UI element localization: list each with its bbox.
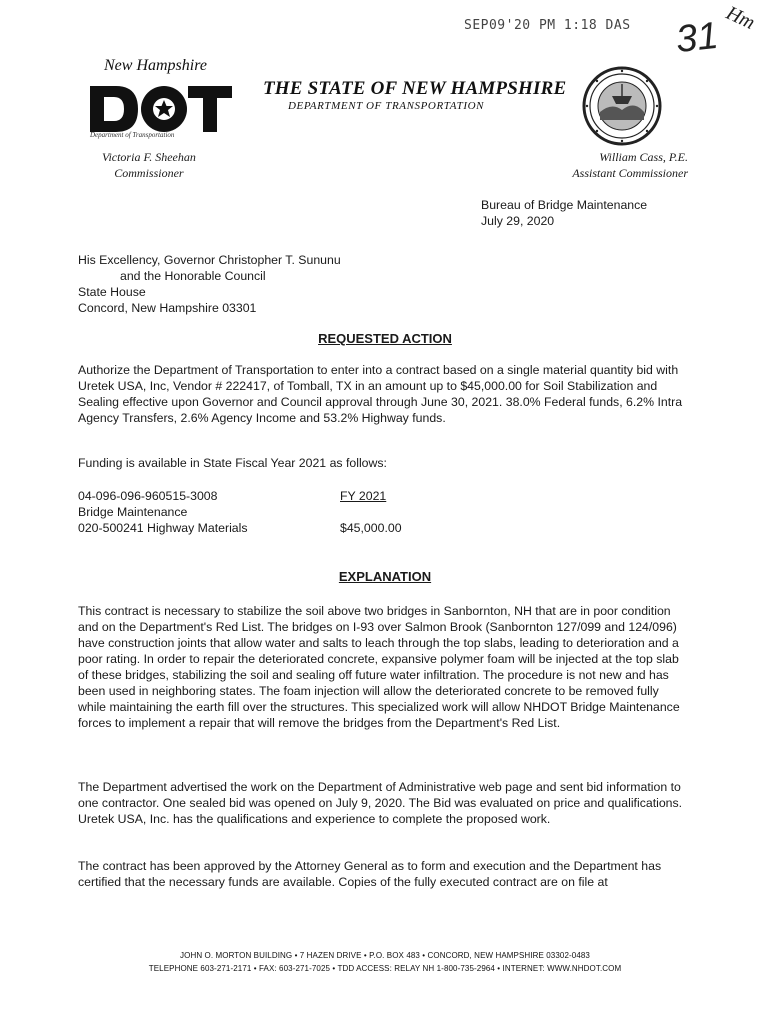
- assistant-commissioner-block: [552, 149, 688, 181]
- footer-contact: TELEPHONE 603-271-2171 • FAX: 603-271-7025 • TDD ACCESS: RELAY NH 1-800-735-2964 • INTERNET: WWW.NHDOT.COM: [148, 964, 622, 973]
- assistant-title: Assistant Commissioner: [572, 166, 688, 180]
- addressee-block: [78, 252, 341, 316]
- letter-date: July 29, 2020: [481, 214, 555, 228]
- explanation-paragraph-2: The Department advertised the work on the Department of Administrative web page and sent bid information to one contractor. One sealed bid was opened on July 9, 2020. The Bid was evaluated on price and qualifications. Uretek USA, Inc. has the qualifications and experience to complete the proposed work.: [78, 780, 683, 826]
- requested-action-heading: REQUESTED ACTION: [318, 331, 452, 346]
- funding-account: 04-096-096-960515-3008: [78, 489, 218, 503]
- addressee-line: His Excellency, Governor Christopher T. Sununu: [78, 253, 341, 267]
- funding-intro: Funding is available in State Fiscal Year 2021 as follows:: [78, 456, 387, 470]
- funding-codes: [78, 488, 248, 536]
- footer-address: JOHN O. MORTON BUILDING • 7 HAZEN DRIVE • P.O. BOX 483 • CONCORD, NEW HAMPSHIRE 03302-0483: [180, 951, 590, 960]
- state-seal-icon: [582, 66, 662, 146]
- funding-amount: $45,000.00: [340, 521, 402, 535]
- explanation-heading: EXPLANATION: [338, 569, 432, 584]
- department-title: DEPARTMENT OF TRANSPORTATION: [288, 100, 485, 112]
- funding-program: Bridge Maintenance: [78, 505, 188, 519]
- commissioner-name: Victoria F. Sheehan: [102, 150, 196, 164]
- funding-fiscal-year: FY 2021: [340, 489, 387, 503]
- received-stamp: SEP09'20 PM 1:18 DAS: [464, 18, 631, 33]
- bureau-name: Bureau of Bridge Maintenance: [481, 198, 648, 212]
- state-title: THE STATE OF NEW HAMPSHIRE: [263, 78, 567, 99]
- explanation-paragraph-3: The contract has been approved by the Attorney General as to form and execution and the Department has certified that the necessary funds are available. Copies of the fully executed contract are on file at: [78, 859, 662, 889]
- addressee-line: State House: [78, 285, 146, 299]
- initials-signature: Hm: [722, 1, 759, 35]
- commissioner-title: Commissioner: [114, 166, 184, 180]
- assistant-name: William Cass, P.E.: [599, 150, 688, 164]
- addressee-line: Concord, New Hampshire 03301: [78, 301, 257, 315]
- bureau-block: [481, 197, 647, 229]
- funding-amounts: [340, 488, 402, 536]
- addressee-line: and the Honorable Council: [120, 269, 266, 283]
- funding-line-item: 020-500241 Highway Materials: [78, 521, 248, 535]
- commissioner-block: [102, 149, 196, 181]
- requested-action-body: Authorize the Department of Transportation to enter into a contract based on a single material quantity bid with Uretek USA, Inc, Vendor # 222417, of Tomball, TX in an amount up to $45,000.00 for Soil Stabilization and Sealing effective upon Governor and Council approval through June 30, 2021. 38.0% Federal funds, 6.2% Intra Agency Transfers, 2.6% Agency Income and 53.2% Highway funds.: [78, 363, 683, 425]
- page-number: 31: [673, 14, 721, 62]
- logo-script-text: New Hampshire: [104, 57, 207, 74]
- logo-dept-text: Department of Transportation: [90, 131, 175, 139]
- funding-spacer: [340, 504, 402, 520]
- explanation-paragraph-1: This contract is necessary to stabilize the soil above two bridges in Sanbornton, NH that are in poor condition and on the Department's Red List. The bridges on I-93 over Salmon Brook (Sanbornton 127/099 and 124/096) have construction joints that allow water and salts to leach through the top slabs, leading to deterioration and a poor rating. In order to repair the deteriorated concrete, expansive polymer foam will be injected at the top slab of these bridges, stabilizing the soil and sealing off future water infiltration. The procedure is not new and has been used in neighboring states. The foam injection will allow the deteriorated concrete to be removed fully while maintaining the earth fill over the structures. This specialized work will allow NHDOT Bridge Maintenance forces to implement a repair that will remove the bridges from the Department's Red List.: [78, 604, 680, 730]
